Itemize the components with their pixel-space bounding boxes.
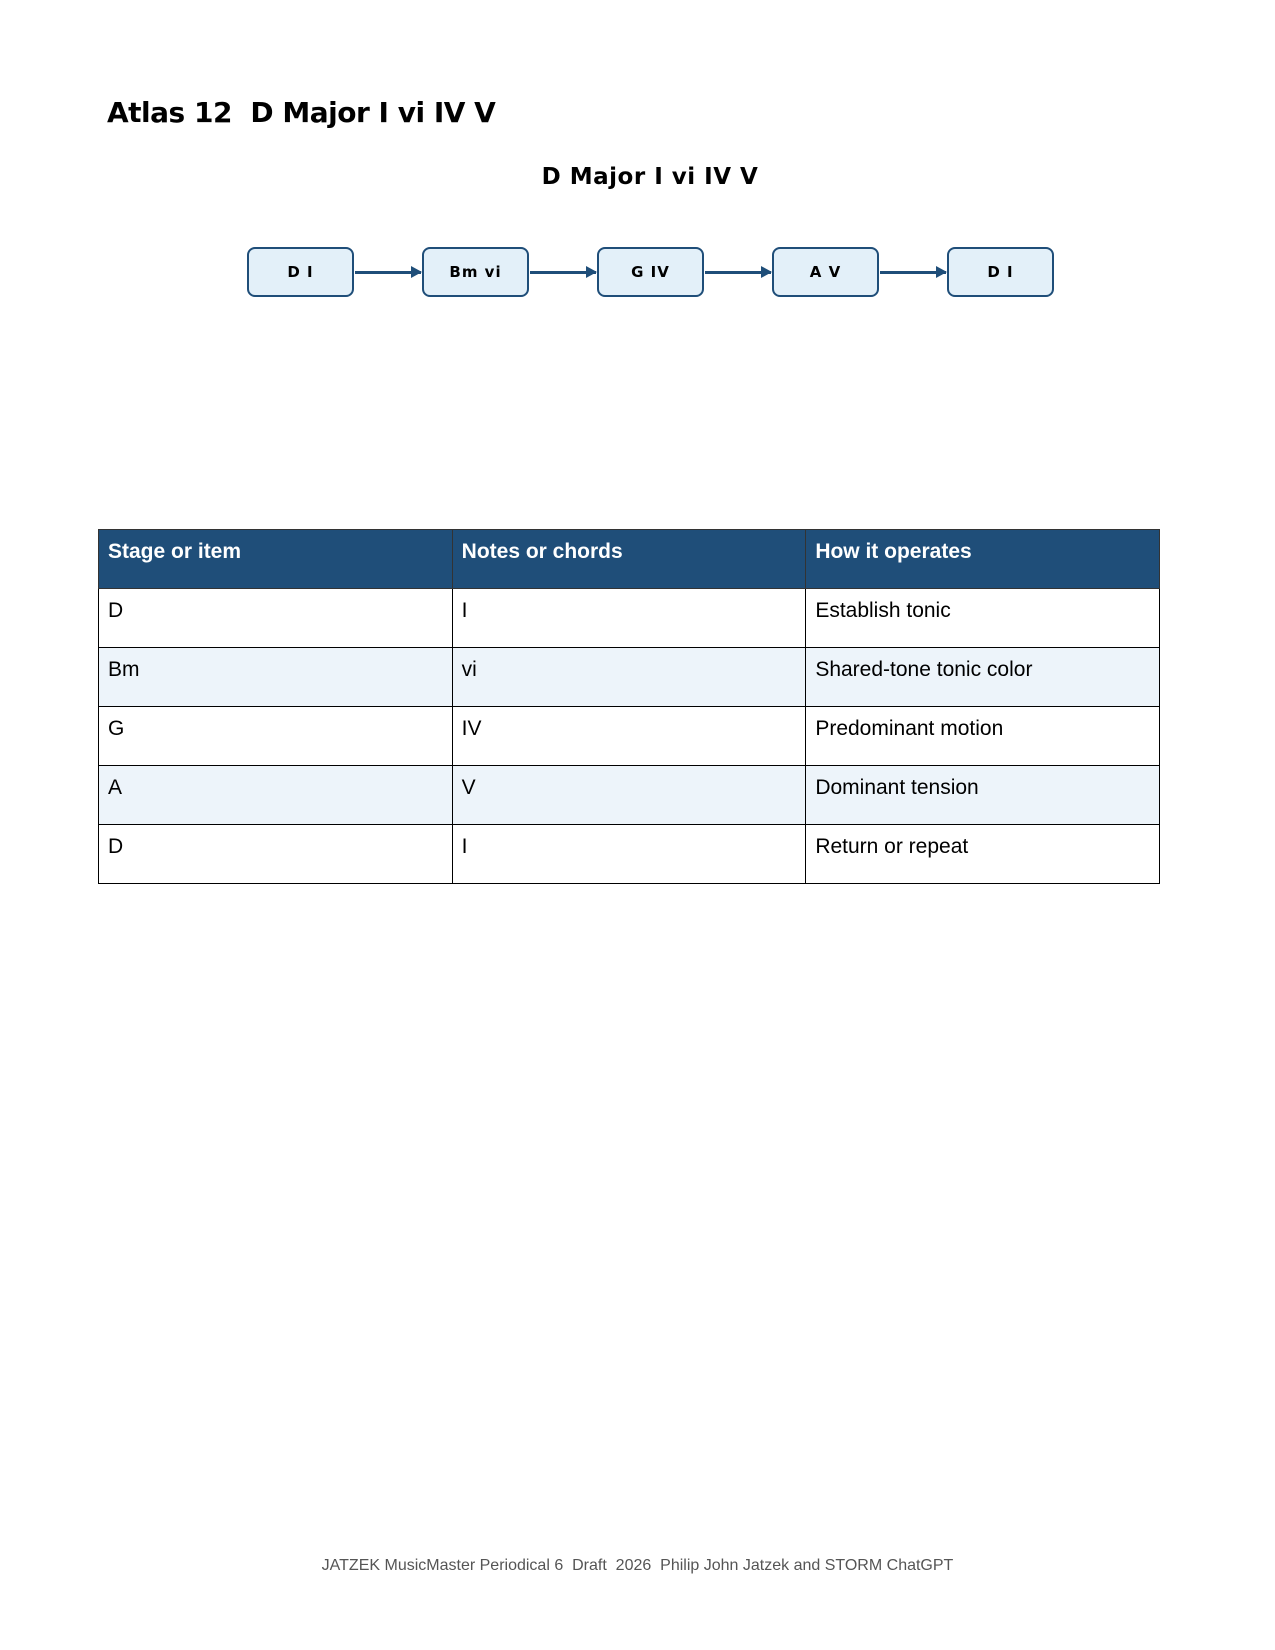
header-stage: Stage or item [99,530,453,589]
cell-operation: Shared-tone tonic color [806,648,1160,707]
arrow-connector [705,271,771,274]
cell-stage: Bm [99,648,453,707]
cell-operation: Predominant motion [806,707,1160,766]
cell-notes: vi [452,648,806,707]
table-row [99,589,1160,648]
cell-operation: Return or repeat [806,825,1160,884]
arrow-connector [880,271,946,274]
cell-notes: I [452,589,806,648]
table-row [99,707,1160,766]
table-row [99,825,1160,884]
chord-node-d-i-return: D I [947,247,1054,297]
header-operation: How it operates [806,530,1160,589]
page-title: Atlas 12 D Major I vi IV V [107,96,496,129]
cell-notes: IV [452,707,806,766]
arrow-connector [530,271,596,274]
cell-stage: G [99,707,453,766]
chord-node-g-iv: G IV [597,247,704,297]
table-row [99,766,1160,825]
cell-operation: Dominant tension [806,766,1160,825]
cell-stage: A [99,766,453,825]
chord-node-bm-vi: Bm vi [422,247,529,297]
chord-node-a-v: A V [772,247,879,297]
cell-stage: D [99,589,453,648]
page-footer: JATZEK MusicMaster Periodical 6 Draft 2026 Philip John Jatzek and STORM ChatGPT [321,1557,954,1574]
stages-table [98,529,1160,884]
progression-diagram [0,150,1275,320]
table-row [99,648,1160,707]
cell-notes: V [452,766,806,825]
table-header-row [99,530,1160,589]
diagram-title: D Major I vi IV V [541,164,759,190]
cell-operation: Establish tonic [806,589,1160,648]
arrow-connector [355,271,421,274]
chord-node-d-i: D I [247,247,354,297]
cell-notes: I [452,825,806,884]
header-notes: Notes or chords [452,530,806,589]
cell-stage: D [99,825,453,884]
